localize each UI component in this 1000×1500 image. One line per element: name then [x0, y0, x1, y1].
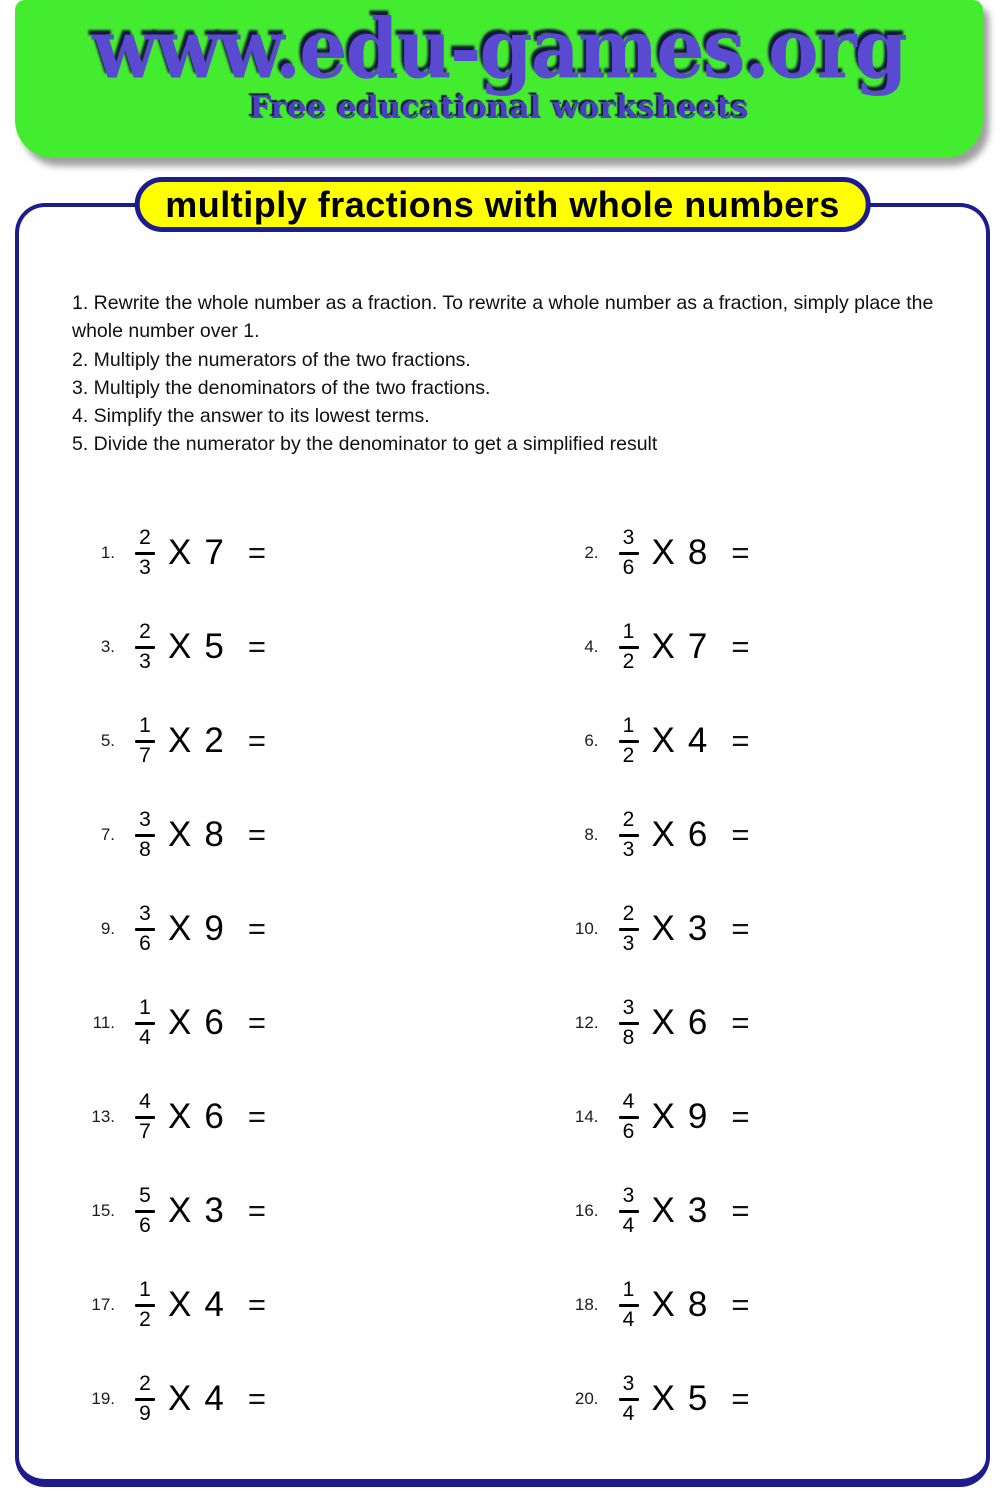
- fraction: [616, 715, 642, 766]
- fraction-denominator: 6: [139, 1213, 151, 1237]
- fraction-bar: [619, 1398, 639, 1401]
- whole-number: 8: [204, 815, 224, 854]
- fraction-bar: [619, 928, 639, 931]
- fraction-denominator: 6: [139, 931, 151, 955]
- fraction: [132, 1279, 158, 1330]
- problem-row: [19, 694, 503, 788]
- problem-number: 1.: [100, 543, 115, 562]
- problem-row: [19, 882, 503, 976]
- equals-sign: =: [731, 1005, 750, 1040]
- multiply-sign: X: [168, 815, 192, 854]
- problem-number: 13.: [91, 1107, 115, 1126]
- equals-sign: =: [247, 1193, 266, 1228]
- problem-number: 9.: [100, 919, 115, 938]
- whole-number: 5: [687, 1379, 708, 1418]
- equals-sign: =: [731, 535, 750, 570]
- fraction-numerator: 3: [622, 1372, 635, 1396]
- problem-number: 4.: [584, 637, 599, 656]
- equals-sign: =: [731, 911, 750, 946]
- fraction: [616, 1185, 642, 1236]
- equals-sign: =: [247, 629, 266, 664]
- multiply-sign: X: [651, 627, 675, 666]
- fraction-bar: [135, 646, 155, 649]
- instruction-line: 1. Rewrite the whole number as a fraction. To rewrite a whole number as a fraction, simply place the whole number over 1.: [72, 292, 934, 343]
- fraction: [132, 1091, 158, 1142]
- fraction-numerator: 3: [139, 902, 151, 926]
- instruction-line: 5. Divide the numerator by the denominator to get a simplified result: [72, 433, 658, 456]
- equals-sign: =: [247, 817, 266, 852]
- fraction: [132, 621, 158, 672]
- equals-sign: =: [731, 817, 750, 852]
- fraction: [132, 1373, 158, 1424]
- equals-sign: =: [731, 629, 750, 664]
- fraction: [616, 1373, 642, 1424]
- fraction-numerator: 1: [622, 620, 635, 644]
- fraction-numerator: 1: [139, 996, 151, 1020]
- site-subtitle: Free educational worksheets: [249, 89, 749, 126]
- problem-number: 18.: [574, 1295, 599, 1314]
- problem-row: [503, 882, 987, 976]
- equals-sign: =: [731, 1193, 750, 1228]
- multiply-sign: X: [168, 1003, 192, 1042]
- multiply-sign: X: [168, 1097, 192, 1136]
- fraction: [132, 527, 158, 578]
- fraction-numerator: 1: [139, 1278, 151, 1302]
- fraction-bar: [135, 1398, 155, 1401]
- problem-number: 6.: [584, 731, 599, 750]
- multiply-sign: X: [168, 1191, 192, 1230]
- problem-row: [503, 1070, 987, 1164]
- problem-number: 10.: [574, 919, 599, 938]
- multiply-sign: X: [651, 1191, 675, 1230]
- multiply-sign: X: [651, 533, 675, 572]
- multiply-sign: X: [651, 1285, 675, 1324]
- fraction-denominator: 6: [622, 1119, 635, 1143]
- whole-number: 6: [204, 1097, 224, 1136]
- problem-row: [503, 1352, 987, 1446]
- fraction-bar: [619, 1304, 639, 1307]
- problem-number: 5.: [100, 731, 115, 750]
- fraction-denominator: 8: [622, 1025, 635, 1049]
- fraction-numerator: 2: [139, 1372, 151, 1396]
- whole-number: 3: [687, 1191, 708, 1230]
- problems-grid: [19, 506, 986, 1446]
- problem-row: [19, 976, 503, 1070]
- multiply-sign: X: [168, 533, 192, 572]
- equals-sign: =: [247, 1099, 266, 1134]
- multiply-sign: X: [651, 815, 675, 854]
- equals-sign: =: [731, 1287, 750, 1322]
- fraction: [616, 903, 642, 954]
- problem-row: [19, 600, 503, 694]
- whole-number: 9: [687, 1097, 708, 1136]
- fraction-numerator: 2: [139, 526, 151, 550]
- multiply-sign: X: [168, 909, 192, 948]
- fraction-bar: [135, 1210, 155, 1213]
- fraction-numerator: 3: [622, 526, 635, 550]
- whole-number: 6: [687, 1003, 708, 1042]
- fraction-denominator: 3: [139, 555, 151, 579]
- fraction-bar: [619, 1116, 639, 1119]
- problem-number: 7.: [100, 825, 115, 844]
- problem-row: [503, 1164, 987, 1258]
- equals-sign: =: [247, 911, 266, 946]
- multiply-sign: X: [168, 721, 192, 760]
- whole-number: 4: [687, 721, 708, 760]
- multiply-sign: X: [168, 1285, 192, 1324]
- fraction-numerator: 4: [622, 1090, 635, 1114]
- fraction-bar: [135, 928, 155, 931]
- fraction-numerator: 1: [622, 714, 635, 738]
- multiply-sign: X: [651, 1379, 675, 1418]
- whole-number: 8: [687, 1285, 708, 1324]
- equals-sign: =: [731, 723, 750, 758]
- worksheet-title-pill: [134, 177, 871, 232]
- whole-number: 3: [687, 909, 708, 948]
- problem-row: [503, 1258, 987, 1352]
- problem-row: [19, 1352, 503, 1446]
- fraction-bar: [619, 646, 639, 649]
- multiply-sign: X: [651, 1097, 675, 1136]
- whole-number: 5: [204, 627, 224, 666]
- problem-number: 16.: [574, 1201, 599, 1220]
- fraction-bar: [135, 552, 155, 555]
- instructions-block: [72, 289, 952, 459]
- whole-number: 9: [204, 909, 224, 948]
- fraction-denominator: 4: [139, 1025, 151, 1049]
- fraction: [616, 1279, 642, 1330]
- fraction-numerator: 3: [139, 808, 151, 832]
- problem-row: [503, 976, 987, 1070]
- fraction-denominator: 4: [622, 1307, 635, 1331]
- fraction: [132, 809, 158, 860]
- fraction-bar: [135, 1304, 155, 1307]
- fraction-numerator: 1: [139, 714, 151, 738]
- fraction-numerator: 4: [139, 1090, 151, 1114]
- whole-number: 7: [687, 627, 708, 666]
- instruction-line: 4. Simplify the answer to its lowest terms.: [72, 405, 430, 428]
- multiply-sign: X: [651, 721, 675, 760]
- fraction-denominator: 2: [622, 649, 635, 673]
- site-title: www.edu-games.org: [92, 0, 906, 97]
- problem-number: 15.: [91, 1201, 115, 1220]
- fraction-denominator: 3: [622, 931, 635, 955]
- fraction-bar: [619, 1022, 639, 1025]
- fraction-numerator: 1: [622, 1278, 635, 1302]
- whole-number: 4: [204, 1379, 224, 1418]
- problem-number: 3.: [100, 637, 115, 656]
- whole-number: 3: [204, 1191, 224, 1230]
- problem-number: 14.: [574, 1107, 599, 1126]
- equals-sign: =: [247, 1005, 266, 1040]
- multiply-sign: X: [651, 909, 675, 948]
- problem-row: [19, 1258, 503, 1352]
- fraction: [616, 1091, 642, 1142]
- problem-row: [19, 788, 503, 882]
- worksheet-title: multiply fractions with whole numbers: [165, 183, 840, 225]
- problem-row: [503, 694, 987, 788]
- fraction-numerator: 3: [622, 1184, 635, 1208]
- multiply-sign: X: [651, 1003, 675, 1042]
- whole-number: 6: [204, 1003, 224, 1042]
- fraction: [132, 903, 158, 954]
- problem-row: [19, 1164, 503, 1258]
- problem-number: 20.: [574, 1389, 599, 1408]
- fraction-denominator: 8: [139, 837, 151, 861]
- multiply-sign: X: [168, 1379, 192, 1418]
- equals-sign: =: [731, 1381, 750, 1416]
- fraction-bar: [135, 1116, 155, 1119]
- fraction-denominator: 7: [139, 743, 151, 767]
- fraction-numerator: 3: [622, 996, 635, 1020]
- fraction-denominator: 2: [139, 1307, 151, 1331]
- fraction-denominator: 7: [139, 1119, 151, 1143]
- fraction: [132, 715, 158, 766]
- problem-row: [19, 506, 503, 600]
- equals-sign: =: [247, 535, 266, 570]
- whole-number: 8: [687, 533, 708, 572]
- fraction-bar: [135, 1022, 155, 1025]
- site-banner: [15, 0, 983, 158]
- fraction-numerator: 5: [139, 1184, 151, 1208]
- worksheet-sheet: [15, 183, 990, 1487]
- fraction-numerator: 2: [622, 902, 635, 926]
- instruction-line: 2. Multiply the numerators of the two fractions.: [72, 348, 471, 371]
- fraction-bar: [135, 740, 155, 743]
- problem-number: 17.: [91, 1295, 115, 1314]
- fraction-bar: [619, 834, 639, 837]
- problem-row: [503, 788, 987, 882]
- fraction: [616, 997, 642, 1048]
- equals-sign: =: [247, 1381, 266, 1416]
- fraction: [616, 621, 642, 672]
- fraction: [132, 997, 158, 1048]
- fraction-denominator: 9: [139, 1401, 151, 1425]
- fraction-bar: [619, 552, 639, 555]
- equals-sign: =: [247, 723, 266, 758]
- equals-sign: =: [247, 1287, 266, 1322]
- fraction-denominator: 4: [622, 1213, 635, 1237]
- fraction-bar: [619, 1210, 639, 1213]
- problem-row: [19, 1070, 503, 1164]
- fraction-denominator: 3: [139, 649, 151, 673]
- fraction-denominator: 4: [622, 1401, 635, 1425]
- problem-number: 19.: [91, 1389, 115, 1408]
- fraction: [616, 527, 642, 578]
- fraction-numerator: 2: [622, 808, 635, 832]
- instruction-line: 3. Multiply the denominators of the two fractions.: [72, 376, 491, 399]
- problem-number: 2.: [584, 543, 599, 562]
- fraction-denominator: 3: [622, 837, 635, 861]
- multiply-sign: X: [168, 627, 192, 666]
- fraction: [132, 1185, 158, 1236]
- fraction: [616, 809, 642, 860]
- equals-sign: =: [731, 1099, 750, 1134]
- whole-number: 7: [204, 533, 224, 572]
- problem-number: 8.: [584, 825, 599, 844]
- fraction-denominator: 6: [622, 555, 635, 579]
- whole-number: 4: [204, 1285, 224, 1324]
- problem-row: [503, 600, 987, 694]
- problem-row: [503, 506, 987, 600]
- problem-number: 12.: [574, 1013, 599, 1032]
- whole-number: 2: [204, 721, 224, 760]
- fraction-numerator: 2: [139, 620, 151, 644]
- fraction-bar: [135, 834, 155, 837]
- whole-number: 6: [687, 815, 708, 854]
- problem-number: 11.: [92, 1013, 115, 1032]
- fraction-bar: [619, 740, 639, 743]
- fraction-denominator: 2: [622, 743, 635, 767]
